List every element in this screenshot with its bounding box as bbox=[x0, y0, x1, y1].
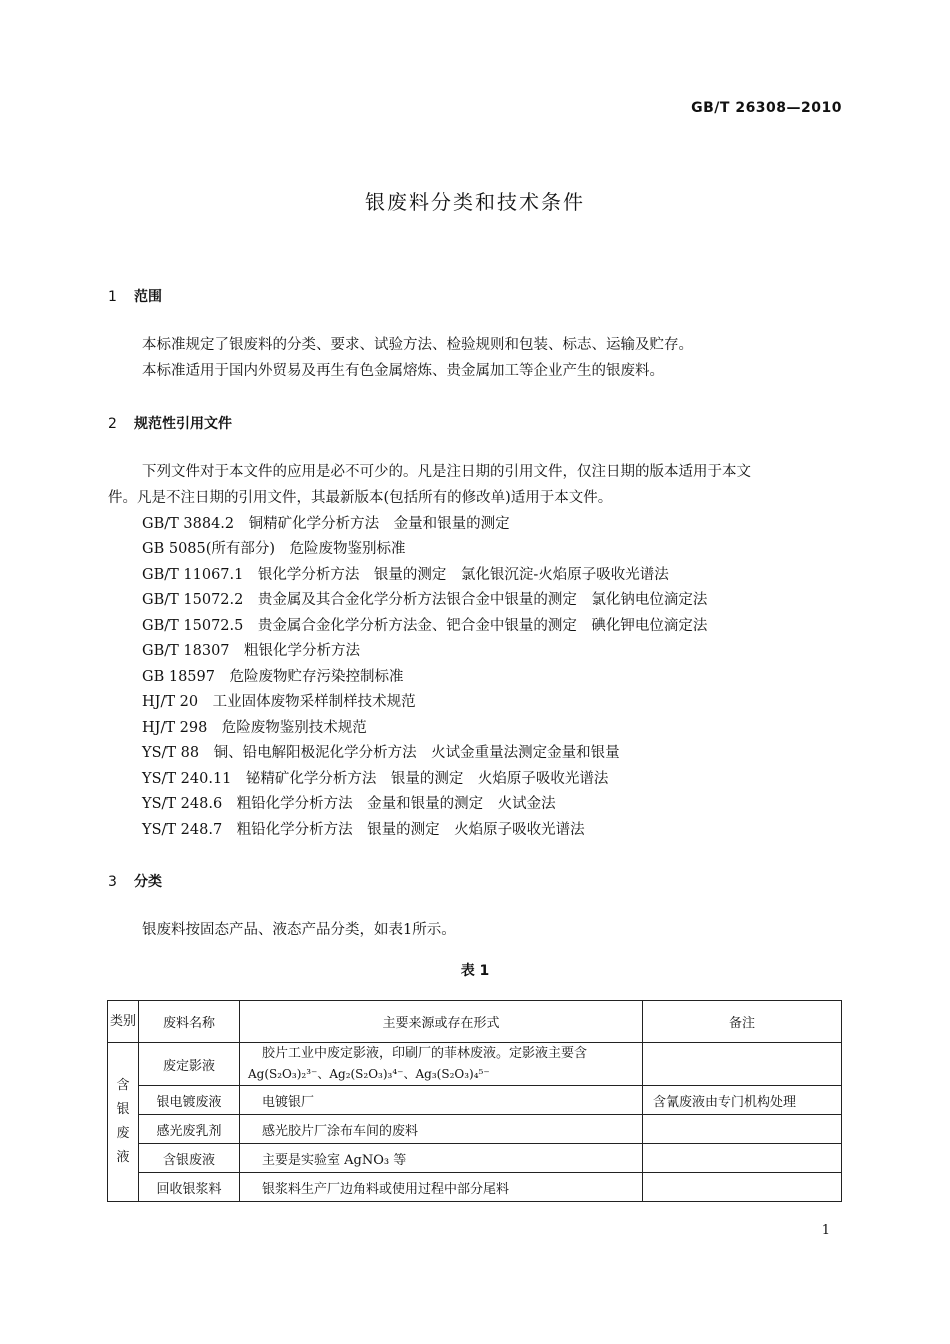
scope-paragraph-2: 本标准适用于国内外贸易及再生有色金属熔炼、贵金属加工等企业产生的银废料。 bbox=[142, 363, 664, 379]
page-number: 1 bbox=[821, 1223, 830, 1238]
section-title: 范围 bbox=[134, 289, 162, 305]
reference-item: GB/T 15072.2 贵金属及其合金化学分析方法银合金中银量的测定 氯化钠电位滴定法 bbox=[142, 592, 708, 608]
reference-item: GB/T 18307 粗银化学分析方法 bbox=[142, 643, 361, 659]
reference-item: HJ/T 20 工业固体废物采样制样技术规范 bbox=[142, 694, 416, 710]
waste-name: 废定影液 bbox=[139, 1043, 240, 1086]
reference-item: GB 18597 危险废物贮存污染控制标准 bbox=[142, 669, 404, 685]
reference-item: YS/T 240.11 铋精矿化学分析方法 银量的测定 火焰原子吸收光谱法 bbox=[142, 771, 609, 787]
waste-source: 银浆料生产厂边角料或使用过程中部分尾料 bbox=[240, 1173, 643, 1202]
waste-name: 感光废乳剂 bbox=[139, 1115, 240, 1144]
waste-source: 感光胶片厂涂布车间的废料 bbox=[240, 1115, 643, 1144]
reference-item: HJ/T 298 危险废物鉴别技术规范 bbox=[142, 720, 367, 736]
section-title: 分类 bbox=[134, 874, 162, 890]
reference-item: GB/T 11067.1 银化学分析方法 银量的测定 氯化银沉淀-火焰原子吸收光谱法 bbox=[142, 567, 669, 583]
reference-item: YS/T 88 铜、铅电解阳极泥化学分析方法 火试金重量法测定金量和银量 bbox=[142, 745, 620, 761]
classification-text: 银废料按固态产品、液态产品分类，如表1所示。 bbox=[142, 922, 456, 938]
table-row bbox=[108, 1115, 842, 1144]
section-1-heading bbox=[108, 286, 162, 306]
reference-item: GB/T 3884.2 铜精矿化学分析方法 金量和银量的测定 bbox=[142, 516, 510, 532]
waste-note bbox=[643, 1043, 842, 1086]
waste-note bbox=[643, 1173, 842, 1202]
table-row bbox=[108, 1173, 842, 1202]
section-number: 2 bbox=[108, 416, 117, 432]
waste-name: 含银废液 bbox=[139, 1144, 240, 1173]
waste-source: 电镀银厂 bbox=[240, 1086, 643, 1115]
section-2-heading bbox=[108, 413, 232, 433]
section-number: 3 bbox=[108, 874, 117, 890]
table-row bbox=[108, 1086, 842, 1115]
waste-source bbox=[240, 1043, 643, 1086]
section-number: 1 bbox=[108, 289, 117, 305]
refs-intro-line-1: 下列文件对于本文件的应用是必不可少的。凡是注日期的引用文件，仅注日期的版本适用于本文 bbox=[142, 464, 751, 480]
classification-table bbox=[107, 1000, 842, 1202]
waste-note bbox=[643, 1144, 842, 1173]
waste-name: 回收银浆料 bbox=[139, 1173, 240, 1202]
table-row bbox=[108, 1144, 842, 1173]
section-3-heading bbox=[108, 871, 162, 891]
header-source: 主要来源或存在形式 bbox=[240, 1001, 643, 1043]
reference-item: YS/T 248.7 粗铅化学分析方法 银量的测定 火焰原子吸收光谱法 bbox=[142, 822, 585, 838]
reference-item: YS/T 248.6 粗铅化学分析方法 金量和银量的测定 火试金法 bbox=[142, 796, 556, 812]
category-label: 含银废液 bbox=[116, 1078, 130, 1165]
chemical-formula: Ag(S₂O₃)₂³⁻、Ag₂(S₂O₃)₃⁴⁻、Ag₃(S₂O₃)₄⁵⁻ bbox=[248, 1067, 490, 1081]
scope-paragraph-1: 本标准规定了银废料的分类、要求、试验方法、检验规则和包装、标志、运输及贮存。 bbox=[142, 337, 693, 353]
standard-number: GB/T 26308—2010 bbox=[691, 100, 842, 116]
waste-name: 银电镀废液 bbox=[139, 1086, 240, 1115]
waste-note bbox=[643, 1115, 842, 1144]
reference-item: GB/T 15072.5 贵金属合金化学分析方法金、钯合金中银量的测定 碘化钾电位滴定法 bbox=[142, 618, 708, 634]
section-title: 规范性引用文件 bbox=[134, 416, 232, 432]
reference-item: GB 5085(所有部分) 危险废物鉴别标准 bbox=[142, 541, 406, 557]
table-header-row bbox=[108, 1001, 842, 1043]
header-note: 备注 bbox=[643, 1001, 842, 1043]
category-cell bbox=[108, 1043, 139, 1202]
header-name: 废料名称 bbox=[139, 1001, 240, 1043]
table-row bbox=[108, 1043, 842, 1086]
header-category: 类别 bbox=[108, 1001, 139, 1043]
source-text: 胶片工业中废定影液，印刷厂的菲林废液。定影液主要含 bbox=[262, 1046, 588, 1061]
document-title: 银废料分类和技术条件 bbox=[365, 190, 585, 214]
refs-intro-line-2: 件。凡是不注日期的引用文件，其最新版本(包括所有的修改单)适用于本文件。 bbox=[108, 490, 613, 506]
table-caption: 表 1 bbox=[460, 963, 490, 979]
waste-note: 含氰废液由专门机构处理 bbox=[643, 1086, 842, 1115]
waste-source: 主要是实验室 AgNO₃ 等 bbox=[240, 1144, 643, 1173]
